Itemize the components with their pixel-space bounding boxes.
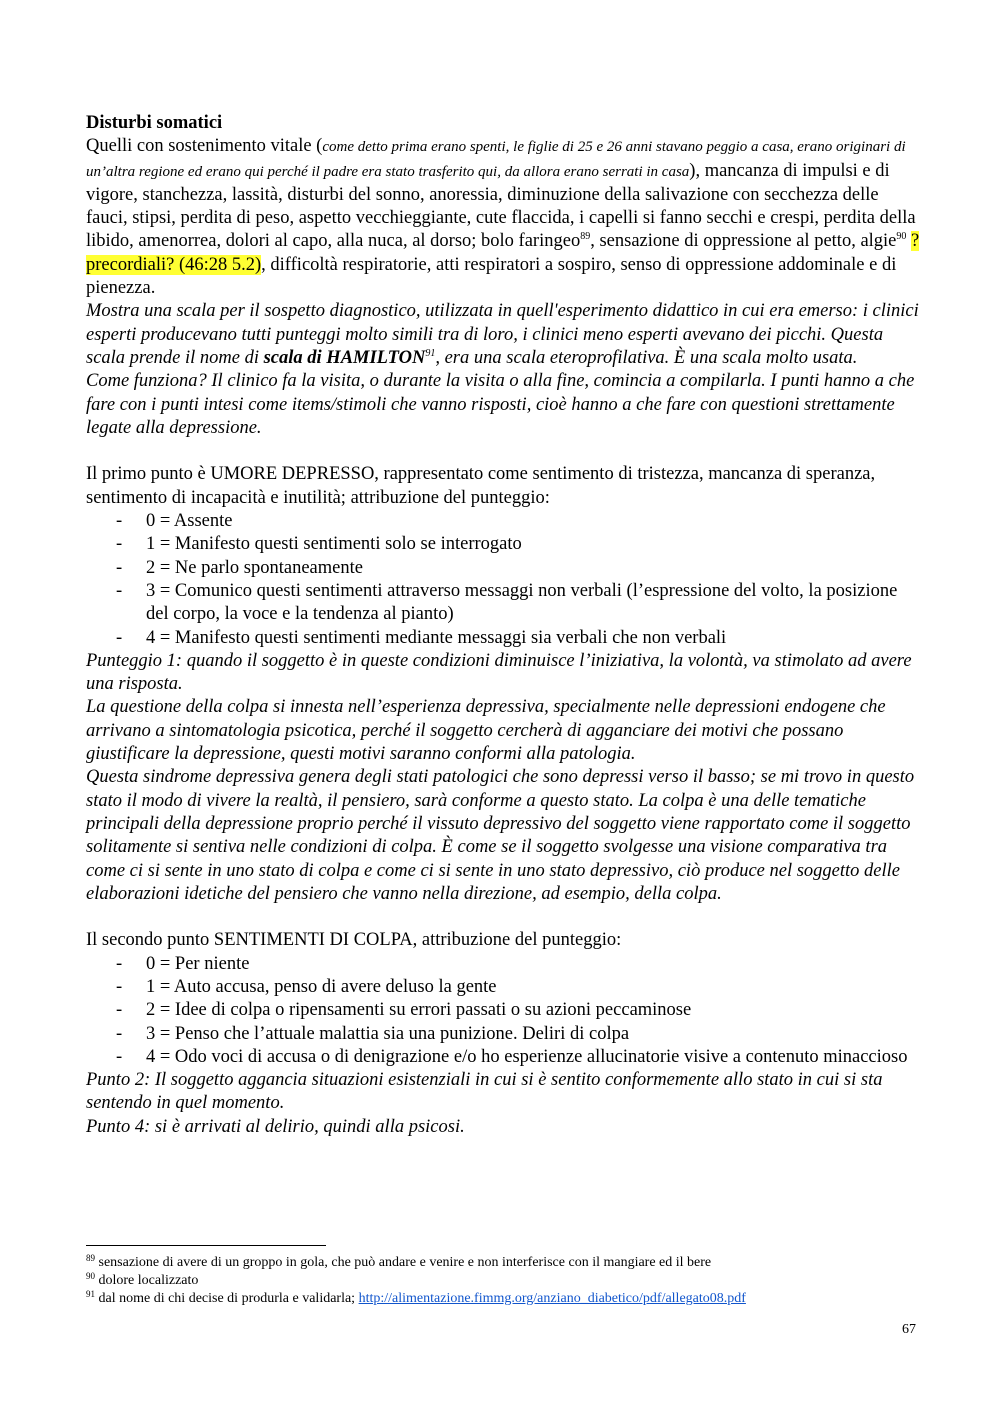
blank-line — [86, 906, 920, 929]
footnote-number: 91 — [86, 1289, 95, 1299]
list-item — [86, 627, 920, 650]
paragraph-point-4-note: Punto 4: si è arrivati al delirio, quindi alla psicosi. — [86, 1116, 465, 1137]
text-run: , era una scala eteroprofilativa. È una scala molto usata. — [435, 347, 858, 368]
dash-bullet: - — [116, 627, 123, 648]
dash-bullet: - — [116, 1000, 123, 1021]
list-item-text: 3 = Penso che l’attuale malattia sia una punizione. Deliri di colpa — [146, 1023, 630, 1044]
list-item — [86, 999, 920, 1022]
list-item-text: 0 = Assente — [146, 511, 233, 532]
footnote-89 — [86, 1254, 920, 1272]
text-run: , sensazione di oppressione al petto, algie — [590, 231, 897, 252]
dash-bullet: - — [116, 511, 123, 532]
section-title: Disturbi somatici — [86, 113, 223, 133]
document-body — [86, 112, 920, 1139]
footnote-91 — [86, 1290, 920, 1308]
dash-bullet: - — [116, 580, 123, 601]
paragraph-first-item: Il primo punto è UMORE DEPRESSO, rappresentato come sentimento di tristezza, mancanza di speranza, sentimento di incapacità e inutilità; attribuzione del punteggio: — [86, 464, 876, 508]
list-item — [86, 953, 920, 976]
score-list-mood — [86, 510, 920, 650]
footnote-number: 90 — [86, 1271, 95, 1281]
footnote-ref-89[interactable]: 89 — [580, 231, 591, 243]
list-item — [86, 557, 920, 580]
bold-term: scala di HAMILTON — [263, 347, 426, 368]
footnote-separator — [86, 1245, 326, 1246]
text-run: Mostra una scala per il sospetto diagnostico, utilizzata in quell'esperimento didattico in cui era emerso: i clinici esperti producevano tutti punteggi molto simili tra di loro, i clinici meno esperti avevano dei picchi. Questa scala prende il nome di — [86, 301, 919, 368]
paragraph-guilt-question: La questione della colpa si innesta nell’esperienza depressiva, specialmente nelle depressioni endogene che arrivano a sintomatologia psicotica, perché il soggetto cercherà di agganciare dei motivi che possano giustificare la depressione, questi motivi saranno conformi alla patologia. — [86, 697, 886, 765]
list-item-text: 4 = Odo voci di accusa o di denigrazione e/o ho esperienze allucinatorie visive a contenuto minaccioso — [146, 1046, 908, 1067]
list-item-text: 0 = Per niente — [146, 953, 250, 974]
footnote-ref-91[interactable]: 91 — [425, 347, 436, 359]
text-run: Quelli con sostenimento vitale ( — [86, 136, 323, 157]
italic-aside: come detto prima erano spenti, le figlie di 25 e 26 anni stavano peggio a casa, erano originari di un’altra regione ed erano qui perché il padre era stato trasferito qui, da allora erano serrati in casa — [86, 139, 906, 180]
footnote-link[interactable]: http://alimentazione.fimmg.org/anziano_diabetico/pdf/allegato08.pdf — [358, 1291, 746, 1306]
dash-bullet: - — [116, 534, 123, 555]
list-item-text: 1 = Manifesto questi sentimenti solo se interrogato — [146, 534, 522, 555]
list-item — [86, 1046, 920, 1069]
footnote-text: sensazione di avere di un groppo in gola, che può andare e venire e non interferisce con il mangiare ed il bere — [95, 1255, 712, 1270]
list-item — [86, 580, 920, 627]
page-number: 67 — [902, 1322, 916, 1337]
footnote-text: dolore localizzato — [95, 1273, 199, 1288]
list-item-text: 3 = Comunico questi sentimenti attraverso messaggi non verbali (l’espressione del volto, la posizione del corpo, la voce e la tendenza al pianto) — [146, 580, 898, 625]
footnote-text: dal nome di chi decise di produrla e validarla; — [95, 1291, 359, 1306]
list-item — [86, 533, 920, 556]
paragraph-somatic-symptoms — [86, 135, 920, 300]
score-list-guilt — [86, 953, 920, 1069]
list-item-text: 4 = Manifesto questi sentimenti mediante messaggi sia verbali che non verbali — [146, 627, 727, 648]
dash-bullet: - — [116, 1046, 123, 1067]
text-run: ), mancanza di impulsi e di vigore, stanchezza, lassità, disturbi del sonno, anoressia, diminuzione della salivazione con secchezza delle fauci, stipsi, perdita di peso, aspetto vecchieggiante, cute flaccida, i capelli si fanno secchi e crespi, perdita della libido, amenorrea, dolori al capo, alla nuca, al dorso; bolo faringeo — [86, 160, 916, 252]
paragraph-point-2-note: Punto 2: Il soggetto aggancia situazioni esistenziali in cui si è sentito conformemente allo stato in cui si sta sentendo in quel momento. — [86, 1070, 883, 1114]
paragraph-how-it-works: Come funziona? Il clinico fa la visita, o durante la visita o alla fine, comincia a compilarla. I punti hanno a che fare con i punti intesi come items/stimoli che vanno risposti, cioè hanno a che fare con questioni strettamente legate alla depressione. — [86, 371, 915, 438]
footnote-90 — [86, 1272, 920, 1290]
footnote-number: 89 — [86, 1253, 95, 1263]
highlighted-note: ?precordiali? (46:28 5.2) — [86, 231, 920, 275]
dash-bullet: - — [116, 953, 123, 974]
list-item-text: 2 = Ne parlo spontaneamente — [146, 557, 363, 578]
dash-bullet: - — [116, 1023, 123, 1044]
list-item-text: 1 = Auto accusa, penso di avere deluso la gente — [146, 976, 497, 997]
list-item — [86, 510, 920, 533]
paragraph-second-item: Il secondo punto SENTIMENTI DI COLPA, attribuzione del punteggio: — [86, 930, 622, 951]
paragraph-hamilton-scale — [86, 300, 920, 370]
paragraph-depressive-syndrome: Questa sindrome depressiva genera degli stati patologici che sono depressi verso il basso; se mi trovo in questo stato il modo di vivere la realtà, il pensiero, sarà conforme a questo stato. La colpa è una delle tematiche principali della depressione proprio perché il vissuto depressivo del soggetto viene rapportato come il soggetto solitamente si sentiva nelle condizioni di colpa. È come se il soggetto svolgesse una visione comparativa tra come ci si sente in uno stato di colpa e come ci si sente in uno stato depressivo, ciò produce nel soggetto delle elaborazioni idetiche del pensiero che vanno nella direzione, ad esempio, della colpa. — [86, 767, 915, 904]
text-run: , difficoltà respiratorie, atti respiratori a sospiro, senso di oppressione addominale e di pienezza. — [86, 254, 897, 299]
list-item-text: 2 = Idee di colpa o ripensamenti su errori passati o su azioni peccaminose — [146, 1000, 692, 1021]
list-item — [86, 1023, 920, 1046]
footnotes — [86, 1254, 920, 1308]
list-item — [86, 976, 920, 999]
dash-bullet: - — [116, 976, 123, 997]
paragraph-score-1-note: Punteggio 1: quando il soggetto è in queste condizioni diminuisce l’iniziativa, la volontà, va stimolato ad avere una risposta. — [86, 650, 912, 695]
dash-bullet: - — [116, 557, 123, 578]
blank-line — [86, 440, 920, 463]
footnote-ref-90[interactable]: 90 — [896, 231, 907, 243]
